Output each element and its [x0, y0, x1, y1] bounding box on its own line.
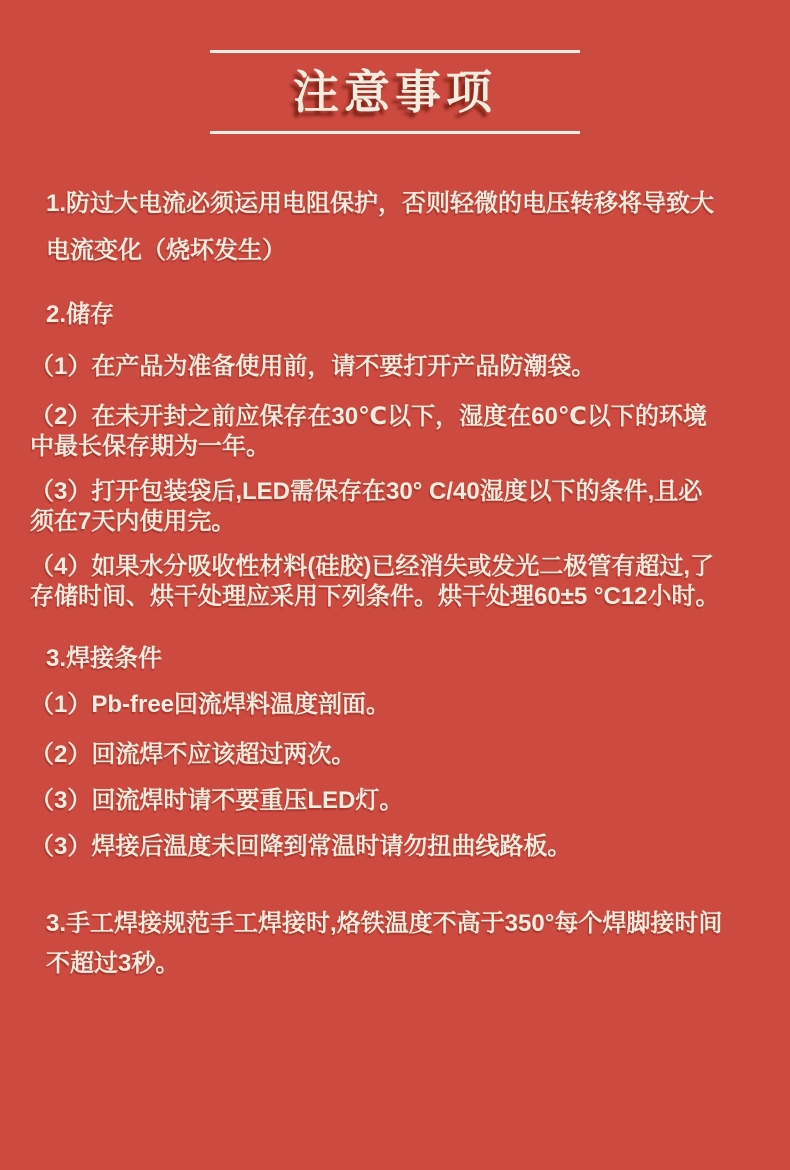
page-title: 注意事项 [293, 66, 497, 118]
text-line: 1.防过大电流必须运用电阻保护，否则轻微的电压转移将导致大 [46, 190, 715, 217]
text-line: （3）焊接后温度未回降到常温时请勿扭曲线路板。 [30, 833, 572, 860]
text-line: 3.焊接条件 [46, 645, 163, 672]
soldering-item-1 [30, 690, 760, 720]
storage-item-1 [30, 352, 760, 382]
text-line: 电流变化（烧坏发生） [46, 237, 286, 264]
heading-storage [30, 300, 760, 330]
text-line: （2）在未开封之前应保存在30℃以下，湿度在60℃以下的环境 [30, 403, 707, 430]
text-line: 3.手工焊接规范手工焊接时,烙铁温度不高于350°每个焊脚接时间 [46, 910, 723, 937]
text-line: 中最长保存期为一年。 [30, 433, 270, 460]
storage-item-4 [30, 552, 760, 612]
storage-item-2 [30, 402, 760, 462]
paragraph-hand-soldering [30, 904, 760, 984]
storage-item-3 [30, 477, 760, 537]
text-line: 不超过3秒。 [46, 950, 180, 977]
text-line: 2.储存 [46, 301, 115, 328]
text-line: 存储时间、烘干处理应采用下列条件。烘干处理60±5 °C12小时。 [30, 583, 720, 610]
text-line: （1）在产品为准备使用前，请不要打开产品防潮袋。 [30, 353, 596, 380]
notice-content [0, 180, 790, 984]
heading-soldering [30, 644, 760, 674]
soldering-item-4 [30, 832, 760, 862]
soldering-item-2 [30, 740, 760, 770]
text-line: 须在7天内使用完。 [30, 508, 236, 535]
title-block [210, 50, 580, 134]
text-line: （2）回流焊不应该超过两次。 [30, 741, 356, 768]
text-line: （3）回流焊时请不要重压LED灯。 [30, 787, 404, 814]
soldering-item-3 [30, 786, 760, 816]
text-line: （1）Pb-free回流焊料温度剖面。 [30, 691, 391, 718]
text-line: （4）如果水分吸收性材料(硅胶)已经消失或发光二极管有超过,了 [30, 553, 714, 580]
paragraph-overcurrent-warning [30, 180, 760, 274]
text-line: （3）打开包装袋后,LED需保存在30° C/40湿度以下的条件,且必 [30, 478, 703, 505]
